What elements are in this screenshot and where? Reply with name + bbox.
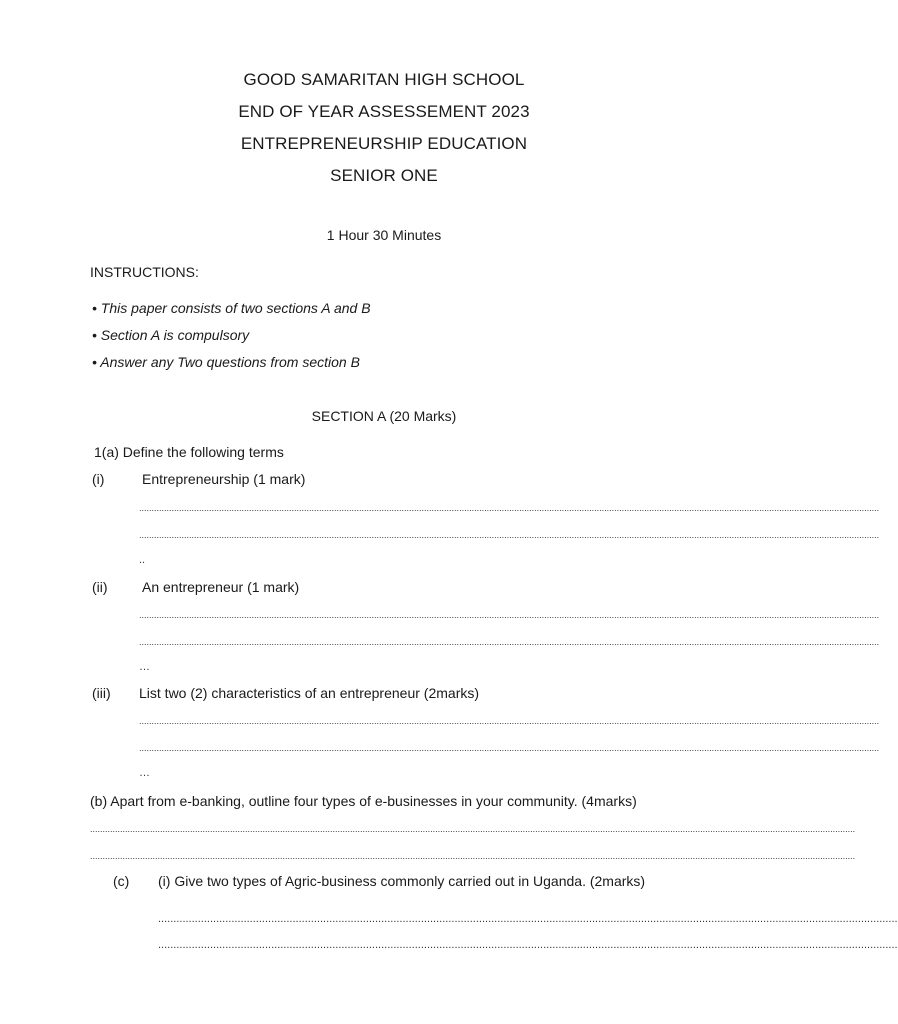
instruction-item: • This paper consists of two sections A and B xyxy=(92,300,371,316)
answer-line: ........................................................................................................................................................................................................................................................................................................ xyxy=(139,503,880,513)
question-number: (i) xyxy=(92,471,105,487)
question-text: List two (2) characteristics of an entrepreneur (2marks) xyxy=(139,685,480,701)
section-a-heading: SECTION A (20 Marks) xyxy=(311,408,457,424)
question-number: (ii) xyxy=(92,579,108,595)
instructions-heading: INSTRUCTIONS: xyxy=(90,264,199,280)
class-level: SENIOR ONE xyxy=(330,166,438,185)
answer-line: ........................................................................................................................................................................................................................................................................................................ xyxy=(139,610,880,620)
answer-line: .................................................................................................................................................................................................................................................................................................................. xyxy=(90,824,856,834)
exam-duration: 1 Hour 30 Minutes xyxy=(326,227,442,243)
answer-line: .................................................................................................................................................................................................................................................. xyxy=(158,939,898,951)
answer-line: .................................................................................................................................................................................................................................................. xyxy=(158,913,898,925)
answer-line: ........................................................................................................................................................................................................................................................................................................ xyxy=(139,530,880,540)
subject-title: ENTREPRENEURSHIP EDUCATION xyxy=(240,134,528,153)
answer-line-tail: … xyxy=(139,767,150,779)
assessment-title: END OF YEAR ASSESSEMENT 2023 xyxy=(238,102,530,121)
question-1c-text: (i) Give two types of Agric-business commonly carried out in Uganda. (2marks) xyxy=(158,873,646,889)
question-1b: (b) Apart from e-banking, outline four types of e-businesses in your community. (4marks) xyxy=(90,793,637,809)
instruction-item: • Section A is compulsory xyxy=(92,327,250,343)
answer-line-tail: … xyxy=(139,661,150,673)
question-text: An entrepreneur (1 mark) xyxy=(142,579,300,595)
school-name: GOOD SAMARITAN HIGH SCHOOL xyxy=(243,70,525,89)
answer-line-tail: .. xyxy=(139,554,146,566)
question-number: (iii) xyxy=(92,685,111,701)
answer-line: ........................................................................................................................................................................................................................................................................................................ xyxy=(139,743,880,753)
question-text: Entrepreneurship (1 mark) xyxy=(142,471,306,487)
answer-line: ........................................................................................................................................................................................................................................................................................................ xyxy=(139,716,880,726)
question-number: (c) xyxy=(113,873,130,889)
answer-line: ........................................................................................................................................................................................................................................................................................................ xyxy=(139,637,880,647)
question-1a-intro: 1(a) Define the following terms xyxy=(94,444,284,460)
instruction-item: • Answer any Two questions from section B xyxy=(92,354,360,370)
answer-line: .................................................................................................................................................................................................................................................................................................................. xyxy=(90,851,856,861)
